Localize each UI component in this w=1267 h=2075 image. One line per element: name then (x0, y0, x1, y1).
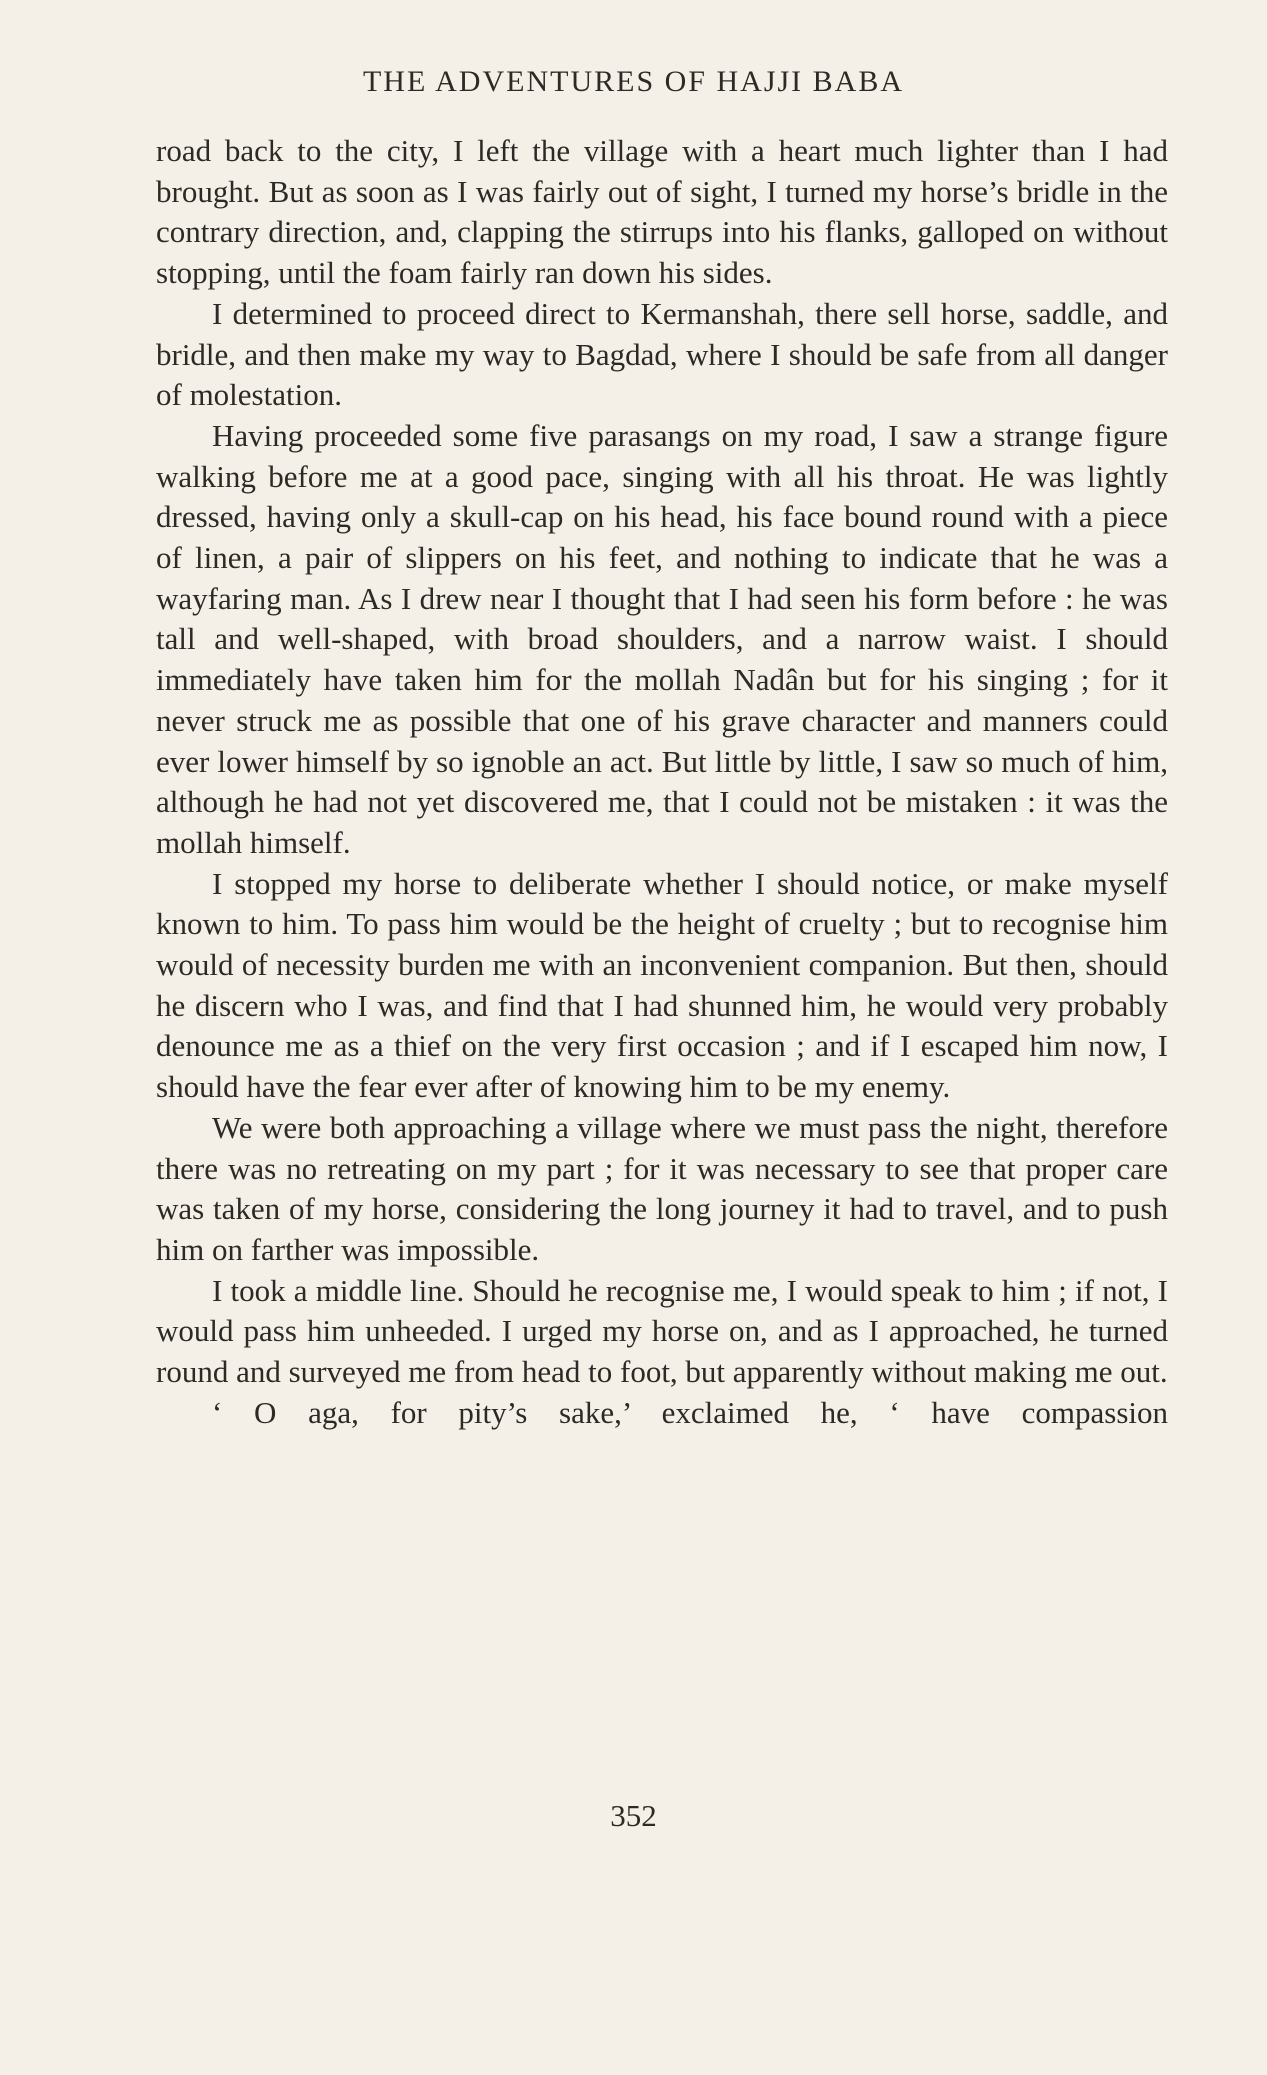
paragraph-4: I stopped my horse to deliberate whether I should notice, or make myself known to him. To pass him would be the height of cruelty ; but to recognise him would of necessity burden me with an inconvenient companion. But then, should he discern who I was, and find that I had shunned him, he would very probably denounce me as a thief on the very first occasion ; and if I escaped him now, I should have the fear ever after of knowing him to be my enemy. (156, 865, 1168, 1105)
paragraph-1: road back to the city, I left the village with a heart much lighter than I had brought. But as soon as I was fairly out of sight, I turned my horse’s bridle in the contrary direction, and, clapping the stirrups into his flanks, galloped on without stopping, until the foam fairly ran down his sides. (156, 133, 1168, 291)
paragraph-6: I took a middle line. Should he recognise me, I would speak to him ; if not, I would pass him unheeded. I urged my horse on, and as I approached, he turned round and surveyed me from head to foot, but apparently without making me out. (156, 1272, 1168, 1390)
paragraph-3: Having proceeded some five parasangs on my road, I saw a strange figure walking before me at a good pace, singing with all his throat. He was lightly dressed, having only a skull-cap on his head, his face bound round with a piece of linen, a pair of slippers on his feet, and nothing to indicate that he was a wayfaring man. As I drew near I thought that I had seen his form before : he was tall and well-shaped, with broad shoulders, and a narrow waist. I should immediately have taken him for the mollah Nadân but for his singing ; for it never struck me as possible that one of his grave character and manners could ever lower himself by so ignoble an act. But little by little, I saw so much of him, although he had not yet discovered me, that I could not be mistaken : it was the mollah himself. (156, 417, 1168, 860)
page-number: 352 (610, 1798, 657, 1833)
body-text (156, 131, 1168, 1434)
paragraph-7: ‘ O aga, for pity’s sake,’ exclaimed he, ‘ have compassion (212, 1394, 1168, 1430)
running-head: THE ADVENTURES OF HAJJI BABA (362, 65, 905, 98)
paragraph-2: I determined to proceed direct to Kermanshah, there sell horse, saddle, and bridle, and then make my way to Bagdad, where I should be safe from all danger of molestation. (156, 295, 1168, 413)
paragraph-5: We were both approaching a village where we must pass the night, therefore there was no retreating on my part ; for it was necessary to see that proper care was taken of my horse, considering the long journey it had to travel, and to push him on farther was impossible. (156, 1109, 1168, 1267)
